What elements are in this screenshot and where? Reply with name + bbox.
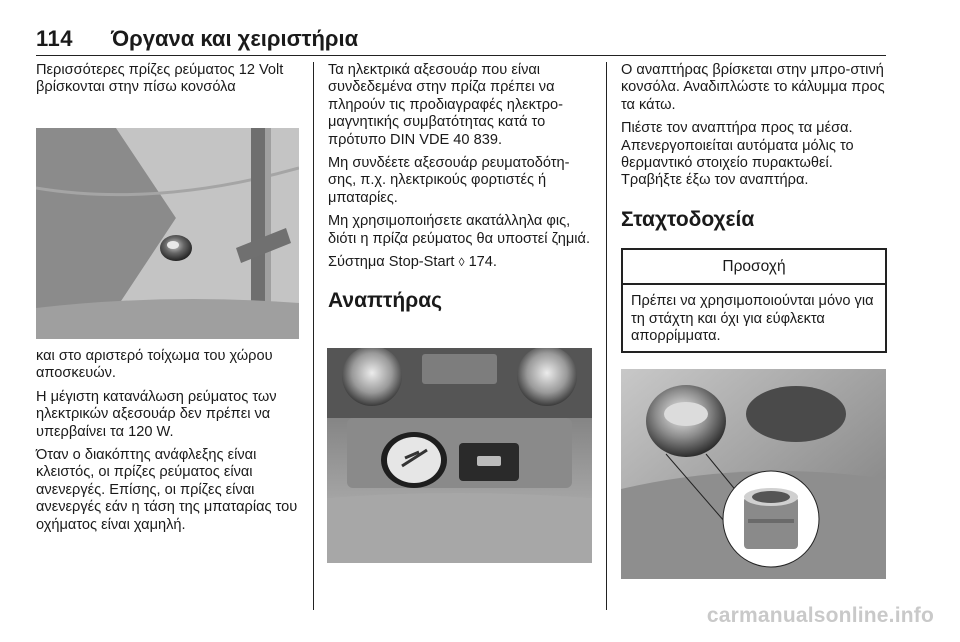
intro-paragraph: Περισσότερες πρίζες ρεύματος 12 Volt βρίσκονται στην πίσω κονσόλα: [36, 62, 284, 96]
column-divider-2: [606, 62, 607, 610]
rear-socket-figure: [36, 128, 299, 339]
page-number: 114: [36, 26, 73, 51]
stop-start-label: Σύστημα Stop-Start: [328, 254, 455, 271]
running-title: Όργανα και χειριστήρια: [111, 26, 359, 51]
caution-body: Πρέπει να χρησιμοποιούνται μόνο για τη στάχτη και όχι για εύφλεκτα απορρίμματα.: [631, 293, 874, 345]
watermark: carmanualsonline.info: [706, 604, 934, 627]
lighter-location-paragraph: Ο αναπτήρας βρίσκεται στην μπρο-στινή κονσόλα. Αναδιπλώστε το κάλυμμα προς τα κάτω.: [621, 62, 885, 113]
header-rule: [36, 55, 886, 56]
caution-box: [621, 248, 887, 354]
page-header: [36, 26, 886, 54]
after-figure-paragraph: και στο αριστερό τοίχωμα του χώρου αποσκευών.: [36, 348, 273, 382]
compliance-paragraph: Τα ηλεκτρικά αξεσουάρ που είναι συνδεδεμένα στην πρίζα πρέπει να πληρούν τις προδιαγραφές ηλεκτρο-μαγνητικής συμβατότητας κατά το πρότυπο DIN VDE 40 839.: [328, 62, 563, 148]
no-plugs-paragraph: Μη χρησιμοποιήσετε ακατάλληλα φις, διότι η πρίζα ρεύματος θα υποστεί ζημιά.: [328, 213, 591, 247]
column-1-lower: [36, 348, 300, 540]
lighter-heading: Αναπτήρας: [328, 289, 443, 313]
column-divider-1: [313, 62, 314, 610]
ashtrays-heading: Σταχτοδοχεία: [621, 207, 755, 231]
ashtray-figure: [621, 369, 886, 579]
no-charging-paragraph: Μη συνδέετε αξεσουάρ ρευματοδότη-σης, π.χ. ηλεκτρικούς φορτιστές ή μπαταρίες.: [328, 155, 570, 206]
lighter-use-paragraph: Πιέστε τον αναπτήρα προς τα μέσα. Απενεργοποιείται αυτόματα μόλις το θερμαντικό στοιχείο πυρακτωθεί. Τραβήξτε έξω τον αναπτήρα.: [621, 120, 854, 189]
column-1: [36, 62, 300, 103]
stop-start-reference: [328, 254, 594, 271]
column-3: [621, 62, 887, 353]
lighter-figure: [327, 348, 592, 563]
ignition-paragraph: Όταν ο διακόπτης ανάφλεξης είναι κλειστός, οι πρίζες ρεύματος είναι ανενεργές. Επίσης, οι πρίζες είναι ανενεργές εάν η τάση της μπαταρίας του οχήματος είναι χαμηλή.: [36, 447, 298, 533]
caution-title: Προσοχή: [623, 250, 885, 285]
max-power-paragraph: Η μέγιστη κατανάλωση ρεύματος των ηλεκτρικών αξεσουάρ δεν πρέπει να υπερβαίνει τα 120 W.: [36, 388, 277, 440]
stop-start-page[interactable]: 174.: [468, 254, 497, 271]
column-2: [328, 62, 594, 329]
page-reference-icon: ◊: [458, 255, 465, 270]
